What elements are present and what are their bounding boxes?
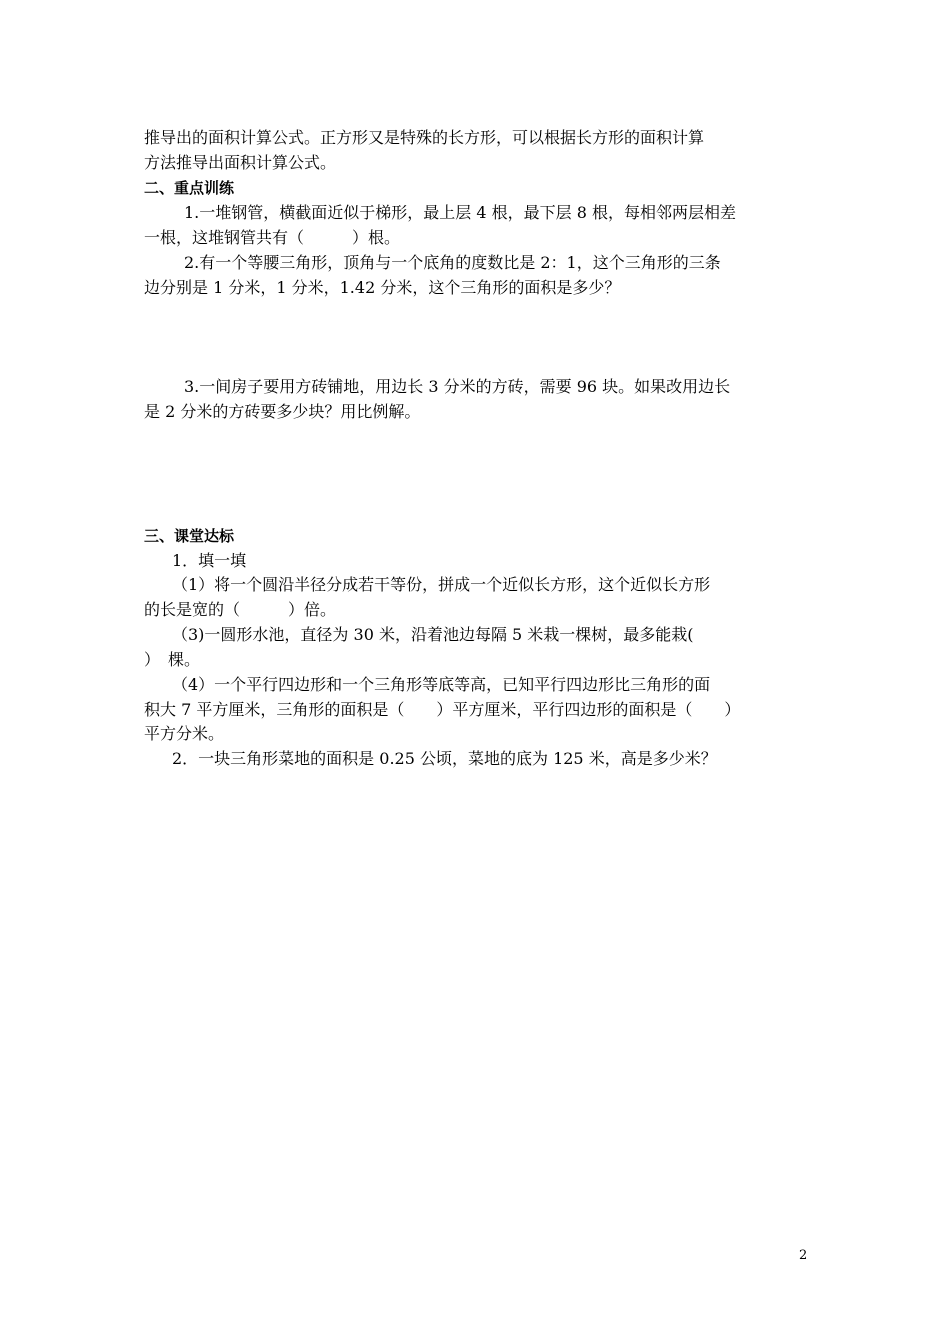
- fill-in-title: 1．填一填: [172, 551, 247, 570]
- problem-1-line-2: 的长是宽的（ ）倍。: [144, 600, 337, 619]
- question-3-line-2: 是 2 分米的方砖要多少块？用比例解。: [144, 402, 421, 421]
- section-2-heading: 二、重点训练: [144, 179, 235, 197]
- problem-4-line-3: 平方分米。: [144, 724, 225, 743]
- problem-3-line-2: ） 棵。: [144, 650, 201, 669]
- question-3-line-1: 3.一间房子要用方砖铺地，用边长 3 分米的方砖，需要 96 块。如果改用边长: [184, 377, 731, 396]
- question-2-line-2: 边分别是 1 分米，1 分米，1.42 分米，这个三角形的面积是多少？: [144, 278, 621, 297]
- page-number: 2: [799, 1248, 808, 1263]
- problem-1-line-1: （1）将一个圆沿半径分成若干等份，拼成一个近似长方形，这个近似长方形: [172, 575, 711, 594]
- section-3-heading: 三、课堂达标: [144, 527, 235, 545]
- problem-3-line-1: （3)一圆形水池，直径为 30 米，沿着池边每隔 5 米栽一棵树，最多能栽(: [172, 625, 694, 644]
- question-2-line-1: 2.有一个等腰三角形，顶角与一个底角的度数比是 2：1，这个三角形的三条: [184, 253, 721, 272]
- problem-4-line-2: 积大 7 平方厘米，三角形的面积是（ ）平方厘米，平行四边形的面积是（ ）: [144, 700, 741, 719]
- intro-line-1: 推导出的面积计算公式。正方形又是特殊的长方形，可以根据长方形的面积计算: [144, 128, 705, 147]
- question-2-area: 2．一块三角形菜地的面积是 0.25 公顷，菜地的底为 125 米，高是多少米？: [172, 749, 717, 768]
- intro-line-2: 方法推导出面积计算公式。: [144, 153, 337, 172]
- problem-4-line-1: （4）一个平行四边形和一个三角形等底等高，已知平行四边形比三角形的面: [172, 675, 711, 694]
- question-1-line-2: 一根，这堆钢管共有（ ）根。: [144, 228, 401, 247]
- question-1-line-1: 1.一堆钢管，横截面近似于梯形，最上层 4 根，最下层 8 根，每相邻两层相差: [184, 203, 736, 222]
